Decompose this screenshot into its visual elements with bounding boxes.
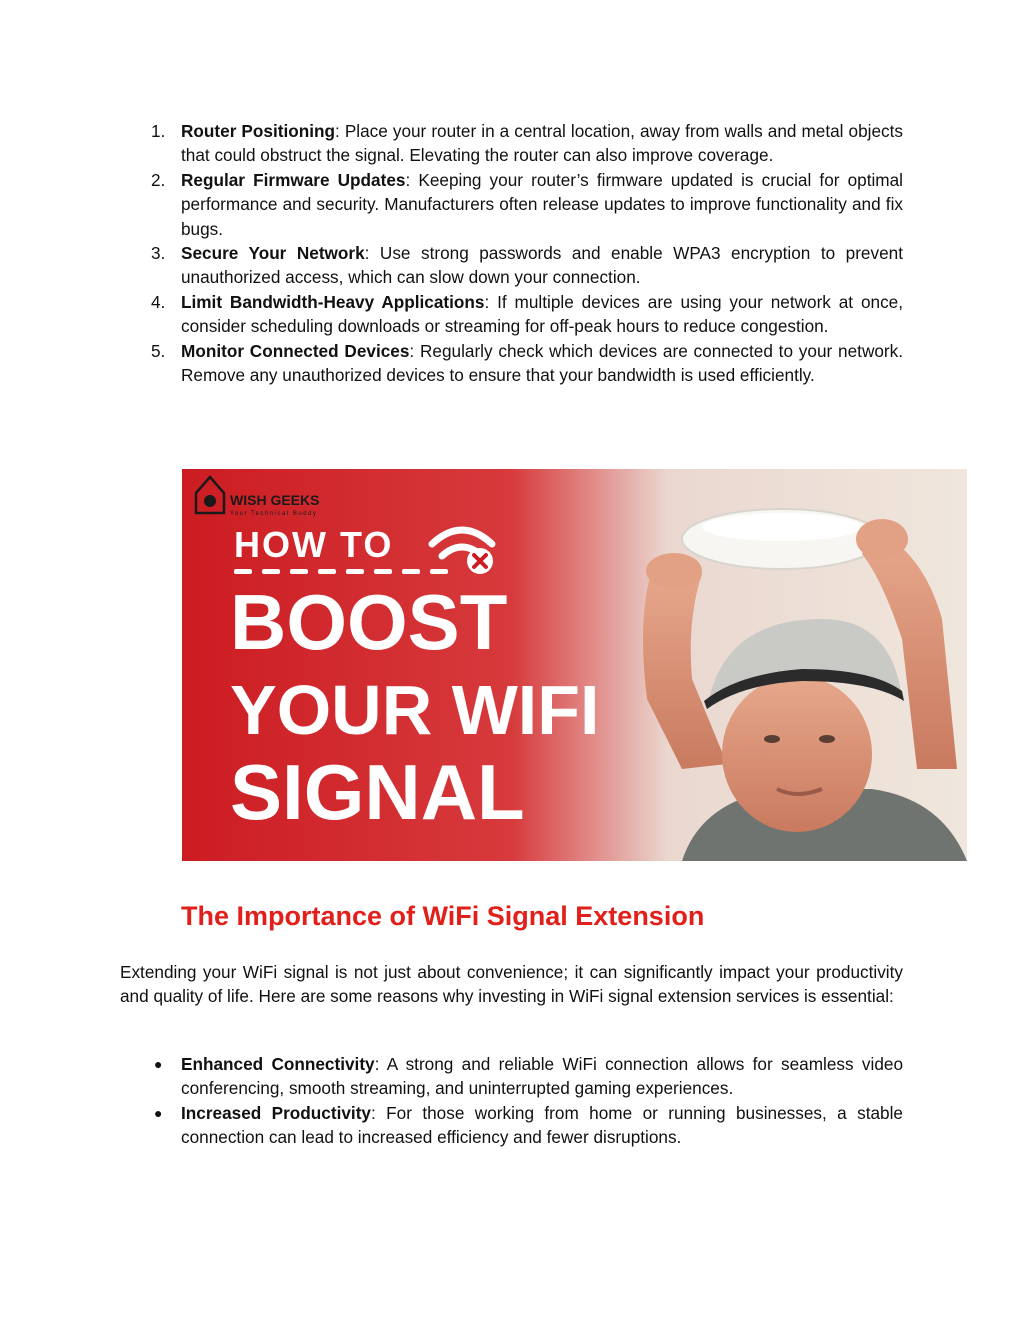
logo-tagline: Your Technical Buddy (230, 511, 318, 517)
hero-line-1: HOW TO (234, 524, 394, 565)
item-title: Limit Bandwidth-Heavy Applications (181, 291, 485, 312)
item-text: : If multiple devices are using your network at once, consider scheduling downloads or streaming for off-peak hours to reduce congestion. (181, 291, 903, 337)
item-text: : A strong and reliable WiFi connection allows for seamless video conferencing, smooth streaming, and uninterrupted gaming experiences. (181, 1054, 903, 1099)
logo-brand: WISH GEEKS (230, 492, 320, 508)
tips-list (120, 119, 903, 387)
list-item (120, 119, 903, 168)
bullet: ● (154, 1104, 163, 1121)
item-text: : For those working from home or running businesses, a stable connection can lead to increased efficiency and fewer disruptions. (181, 1102, 903, 1148)
hero-line-2: BOOST (230, 578, 508, 666)
list-number: 5. (151, 340, 166, 361)
list-number: 3. (151, 243, 166, 264)
item-title: Enhanced Connectivity (181, 1054, 375, 1074)
list-item (120, 290, 903, 339)
reasons-list (120, 1052, 903, 1150)
section-heading: The Importance of WiFi Signal Extension (181, 901, 705, 931)
item-text: : Regularly check which devices are connected to your network. Remove any unauthorized devices to ensure that your bandwidth is used efficiently. (181, 340, 904, 386)
hero-graphic (182, 469, 967, 861)
hero-line-3: YOUR WIFI (230, 671, 600, 749)
item-title: Router Positioning (181, 121, 335, 141)
item-text: : Keeping your router’s firmware updated is crucial for optimal performance and security. Manufacturers often release updates to improve functionality and fix bugs. (181, 169, 903, 239)
item-title: Increased Productivity (181, 1102, 371, 1123)
intro-paragraph: Extending your WiFi signal is not just about convenience; it can significantly impact your productivity and quality of life. Here are some reasons why investing in WiFi signal extension services is essential: (120, 962, 903, 1007)
hero-line-4: SIGNAL (230, 748, 525, 836)
item-title: Regular Firmware Updates (181, 169, 406, 190)
hero-image (182, 469, 967, 861)
list-item (120, 339, 903, 388)
list-number: 1. (151, 121, 166, 141)
list-number: 2. (151, 169, 166, 190)
item-title: Secure Your Network (181, 243, 365, 264)
face (722, 676, 872, 832)
list-number: 4. (151, 291, 166, 312)
list-item (120, 241, 903, 290)
list-item (120, 1052, 903, 1101)
list-item (120, 1101, 903, 1150)
item-title: Monitor Connected Devices (181, 340, 410, 361)
bullet: ● (154, 1056, 163, 1072)
item-text: : Use strong passwords and enable WPA3 encryption to prevent unauthorized access, which can slow down your connection. (181, 243, 903, 288)
list-item (120, 168, 903, 241)
item-text: : Place your router in a central location, away from walls and metal objects that could obstruct the signal. Elevating the router can also improve coverage. (181, 121, 903, 166)
